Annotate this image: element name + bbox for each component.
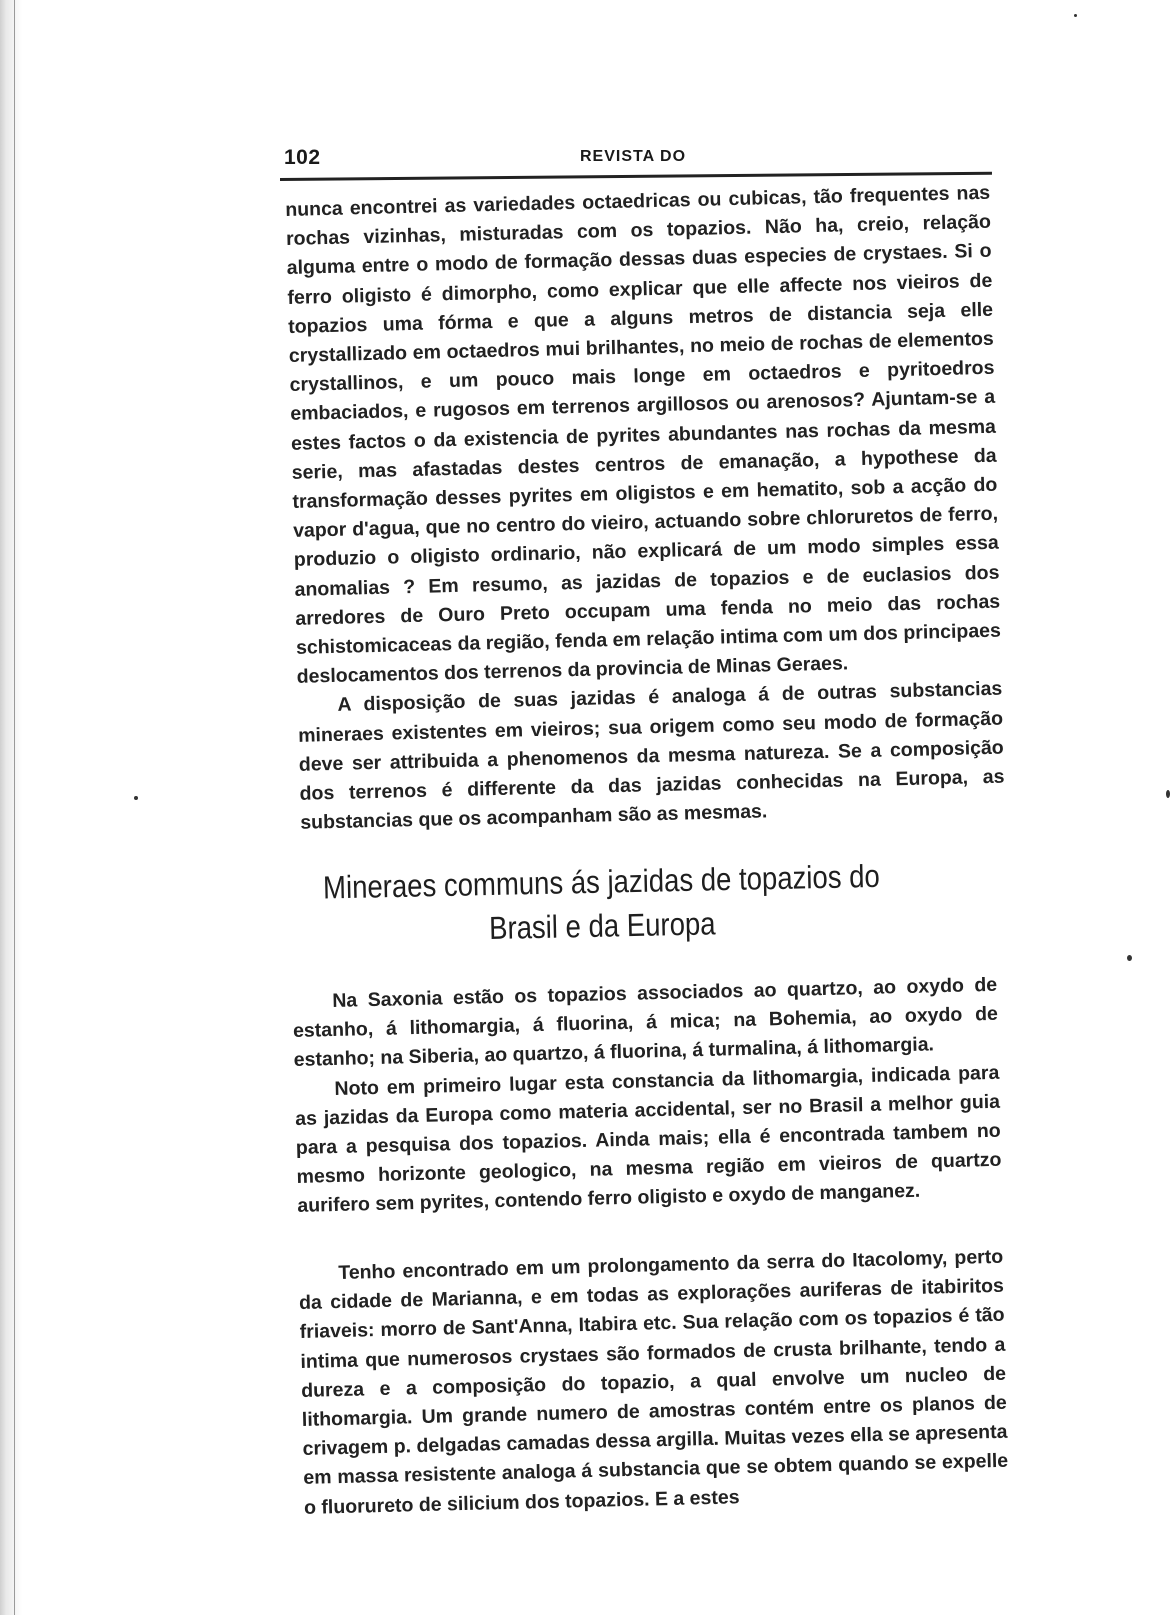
header-rule [280, 172, 992, 181]
text-block-top [285, 179, 1005, 839]
paragraph-2: A disposição de suas jazidas é analoga á de outras substancias mineraes existentes em vieiros; sua origem como seu modo de formação deve ser attribuida a phenomenos da mesma natureza. Se a composição dos terrenos é differente da das jazidas conhecidas na Europa, as substancias que os acompanham são as mesmas. [297, 678, 1005, 835]
paragraph-4: Noto em primeiro lugar esta constancia da lithomargia, indicada para as jazidas da Europa como materia accidental, ser no Brasil a melhor guia para a pesquisa dos topazios. Ainda mais; ella é encontrada tambem no mesmo horizonte geologico, na mesma região em vieiros de quartzo aurifero sem pyrites, contendo ferro oligisto e oxydo de manganez. [294, 1061, 1002, 1218]
section-heading: Mineraes communs ás jazidas de topazios do Brasil e da Europa [322, 857, 881, 947]
paragraph-1: nunca encontrei as variedades octaedricas ou cubicas, tão frequentes nas rochas vizinhas, misturadas com os topazios. Não ha, creio, relação alguma entre o modo de formação dessas duas especies de crystaes. Si o ferro oligisto é dimorpho, como explicar que elle affecte nos vieiros de topazios uma fórma e que a alguns metros de distancia seja elle crystallizado em octaedros mui brilhantes, no meio de rochas de elementos crystallinos, e um pouco mais longe em octaedros e pyritoedros embaciados, e rugosos em terrenos argillosos ou arenosos? Ajuntam-se a estes factos o da existencia de pyrites abundantes nas rochas da mesma serie, mas afastadas destes centros de emanação, a hypothese da transformação desses pyrites em oligistos e em hematito, sob a acção do vapor d'agua, que no centro do vieiro, actuando sobre chloruretos de ferro, produzio o oligisto ordinario, não explicará de um modo simples essa anomalias ? Em resumo, as jazidas de topazios e de euclasios dos arredores de Ouro Preto occupam uma fenda no meio das rochas schistomicaceas da região, fenda em relação intima com um dos principaes deslocamentos dos terrenos da provincia de Minas Geraes. [285, 181, 1002, 689]
paragraph-5: Tenho encontrado em um prolongamento da serra do Itacolomy, perto da cidade de Marianna, e em todas as explorações auriferas de itabiritos friaveis: morro de Sant'Anna, Itabira etc. Sua relação com os topazios é tão intima que numerosos crystaes são formados de crusta brilhante, tendo a dureza e a composição do topazio, a qual envolve um nucleo de lithomargia. Um grande numero de amostras contém entre os planos de crivagem p. delgadas camadas dessa argilla. Muitas vezes ella se apresenta em massa resistente analoga á substancia que se obtem quando se expelle o fluorureto de silicium dos topazios. E a estes [298, 1245, 1009, 1519]
page-binding-edge [0, 0, 22, 1615]
page-binding-line [14, 0, 15, 1615]
text-block-middle [292, 971, 1002, 1222]
paragraph-3: Na Saxonia estão os topazios associados ao quartzo, ao oxydo de estanho, á lithomargia, á fluorina, á mica; na Bohemia, ao oxydo de estanho; na Siberia, ao quartzo, á fluorina, á turmalina, á lithomargia. [292, 973, 999, 1072]
page-number: 102 [284, 146, 321, 169]
running-title: REVISTA DO [580, 148, 687, 165]
text-block-bottom [298, 1243, 1009, 1523]
scan-speck [1074, 14, 1077, 17]
scan-speck [1127, 955, 1132, 961]
page-header [280, 144, 992, 178]
scan-speck [1166, 790, 1170, 798]
scan-speck [134, 796, 138, 800]
